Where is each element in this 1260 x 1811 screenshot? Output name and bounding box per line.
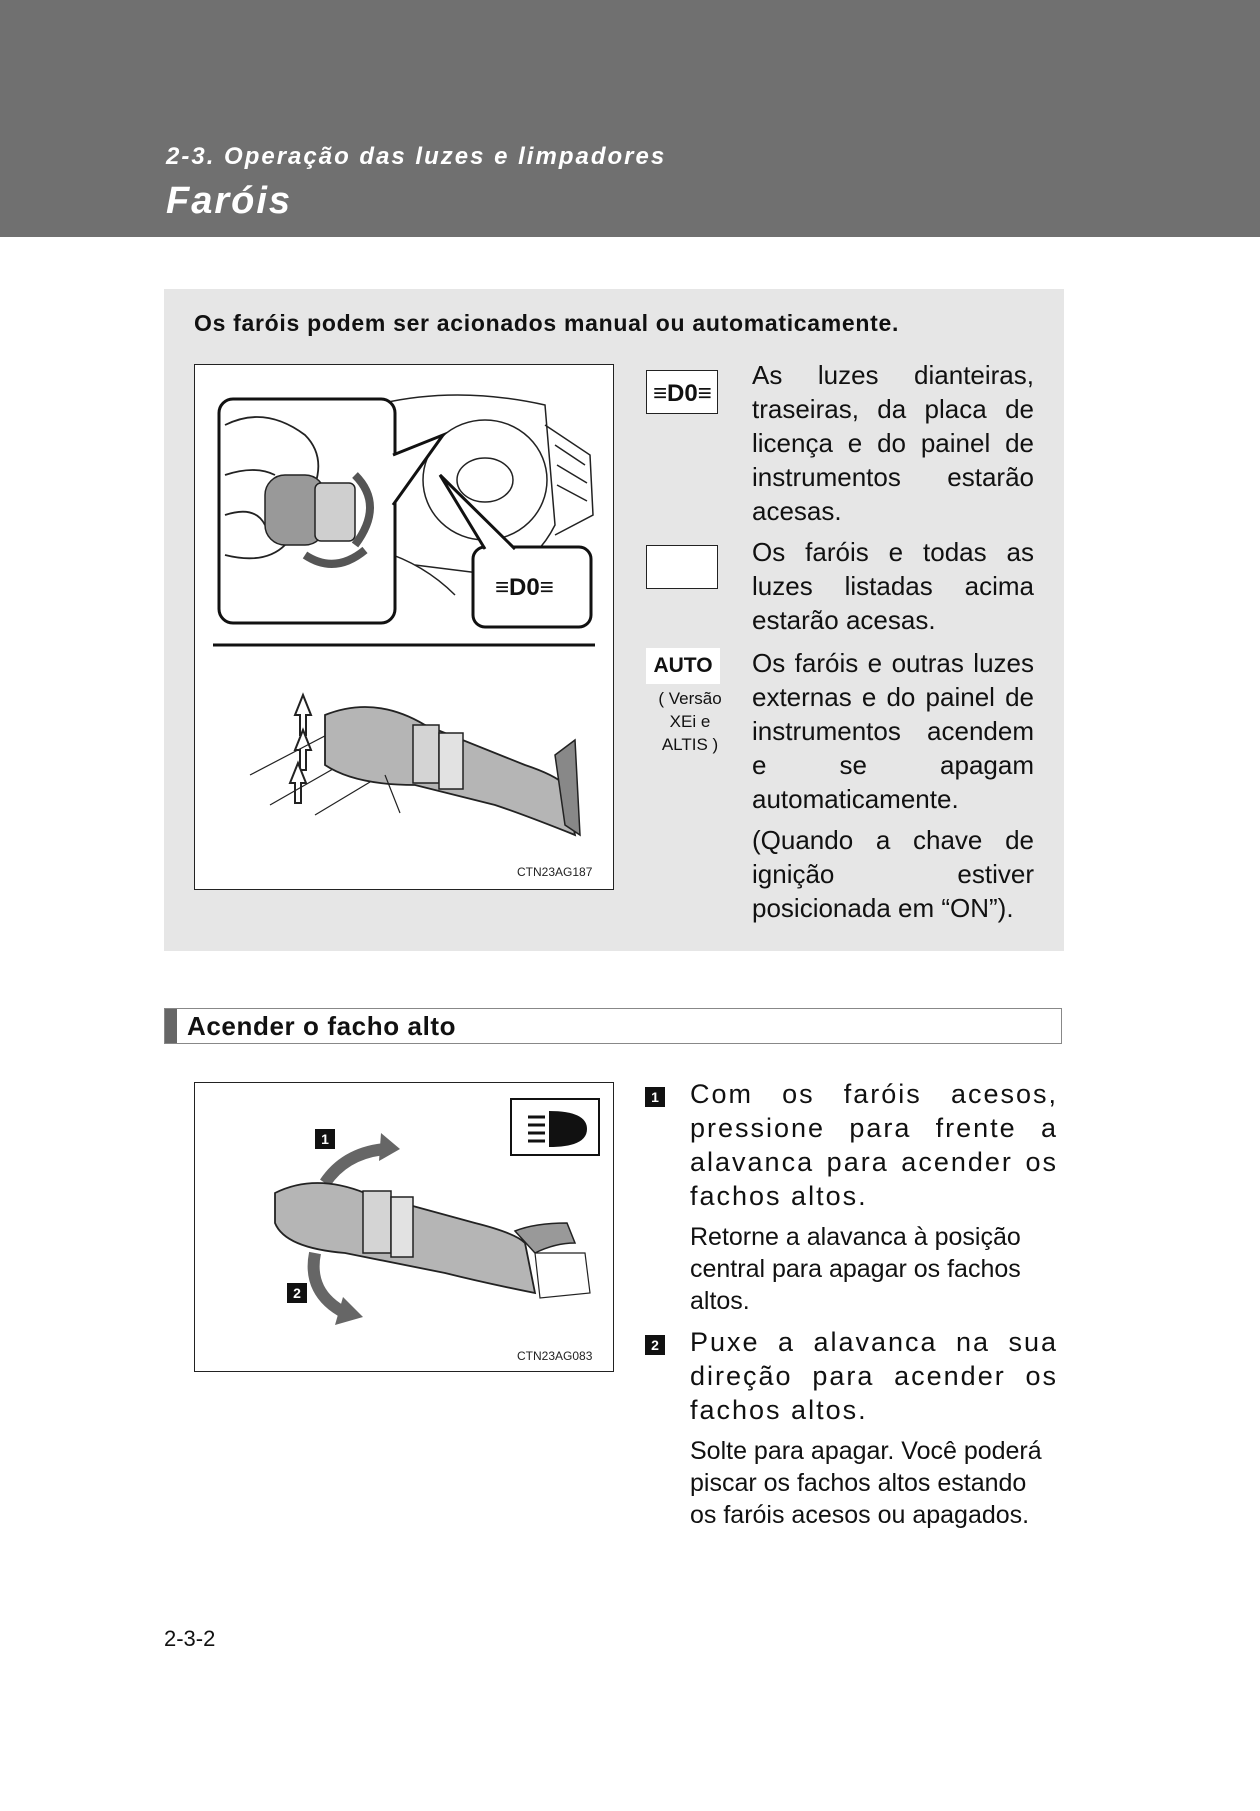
- figure-label-2: 2: [287, 1283, 307, 1303]
- subsection-header: [164, 1008, 1062, 1044]
- step-2-text: Puxe a alavanca na sua direção para acender os fachos altos.: [690, 1327, 1058, 1425]
- subsection-bar: [165, 1009, 177, 1043]
- headlights-icon: [646, 545, 718, 589]
- figure-code: CTN23AG187: [517, 865, 593, 879]
- page-header: [0, 0, 1260, 237]
- step-1-text: Com os faróis acesos, pressione para frente a alavanca para acender os fachos altos.: [690, 1079, 1058, 1211]
- step-2-note: Solte para apagar. Você poderá piscar os fachos altos estando os faróis acesos ou apagados.: [690, 1437, 1042, 1529]
- headlight-switch-figure: [194, 364, 614, 890]
- subsection-title: Acender o facho alto: [187, 1011, 457, 1041]
- intro-text: Os faróis podem ser acionados manual ou automaticamente.: [194, 310, 900, 336]
- figure-code: CTN23AG083: [517, 1349, 593, 1363]
- step-number-2: 2: [645, 1335, 665, 1355]
- step-1-note: Retorne a alavanca à posição central para apagar os fachos altos.: [690, 1223, 1021, 1315]
- high-beam-figure: [194, 1082, 614, 1372]
- page-title: Faróis: [166, 180, 293, 222]
- step-number-1: 1: [645, 1087, 665, 1107]
- parking-lights-icon: [646, 370, 718, 414]
- svg-text:≡D0≡: ≡D0≡: [495, 574, 554, 601]
- auto-description: Os faróis e outras luzes externas e do painel de instrumentos acendem e se apagam automaticamente.: [752, 648, 1034, 814]
- page-number: 2-3-2: [164, 1626, 216, 1651]
- auto-version-note: ( Versão XEi e ALTIS ): [658, 689, 722, 754]
- parking-lights-description: As luzes dianteiras, traseiras, da placa de licença e do painel de instrumentos estarão acesas.: [752, 360, 1034, 526]
- auto-badge: AUTO: [646, 648, 720, 684]
- figure-label-1: 1: [315, 1129, 335, 1149]
- auto-condition-note: (Quando a chave de ignição estiver posicionada em “ON”).: [752, 825, 1034, 923]
- high-beam-illustration: [195, 1083, 615, 1373]
- svg-text:≡D0≡: ≡D0≡: [653, 380, 712, 407]
- headlight-switch-illustration: [195, 365, 615, 891]
- section-label: 2-3. Operação das luzes e limpadores: [166, 143, 667, 170]
- headlights-description: Os faróis e todas as luzes listadas acima estarão acesas.: [752, 537, 1034, 635]
